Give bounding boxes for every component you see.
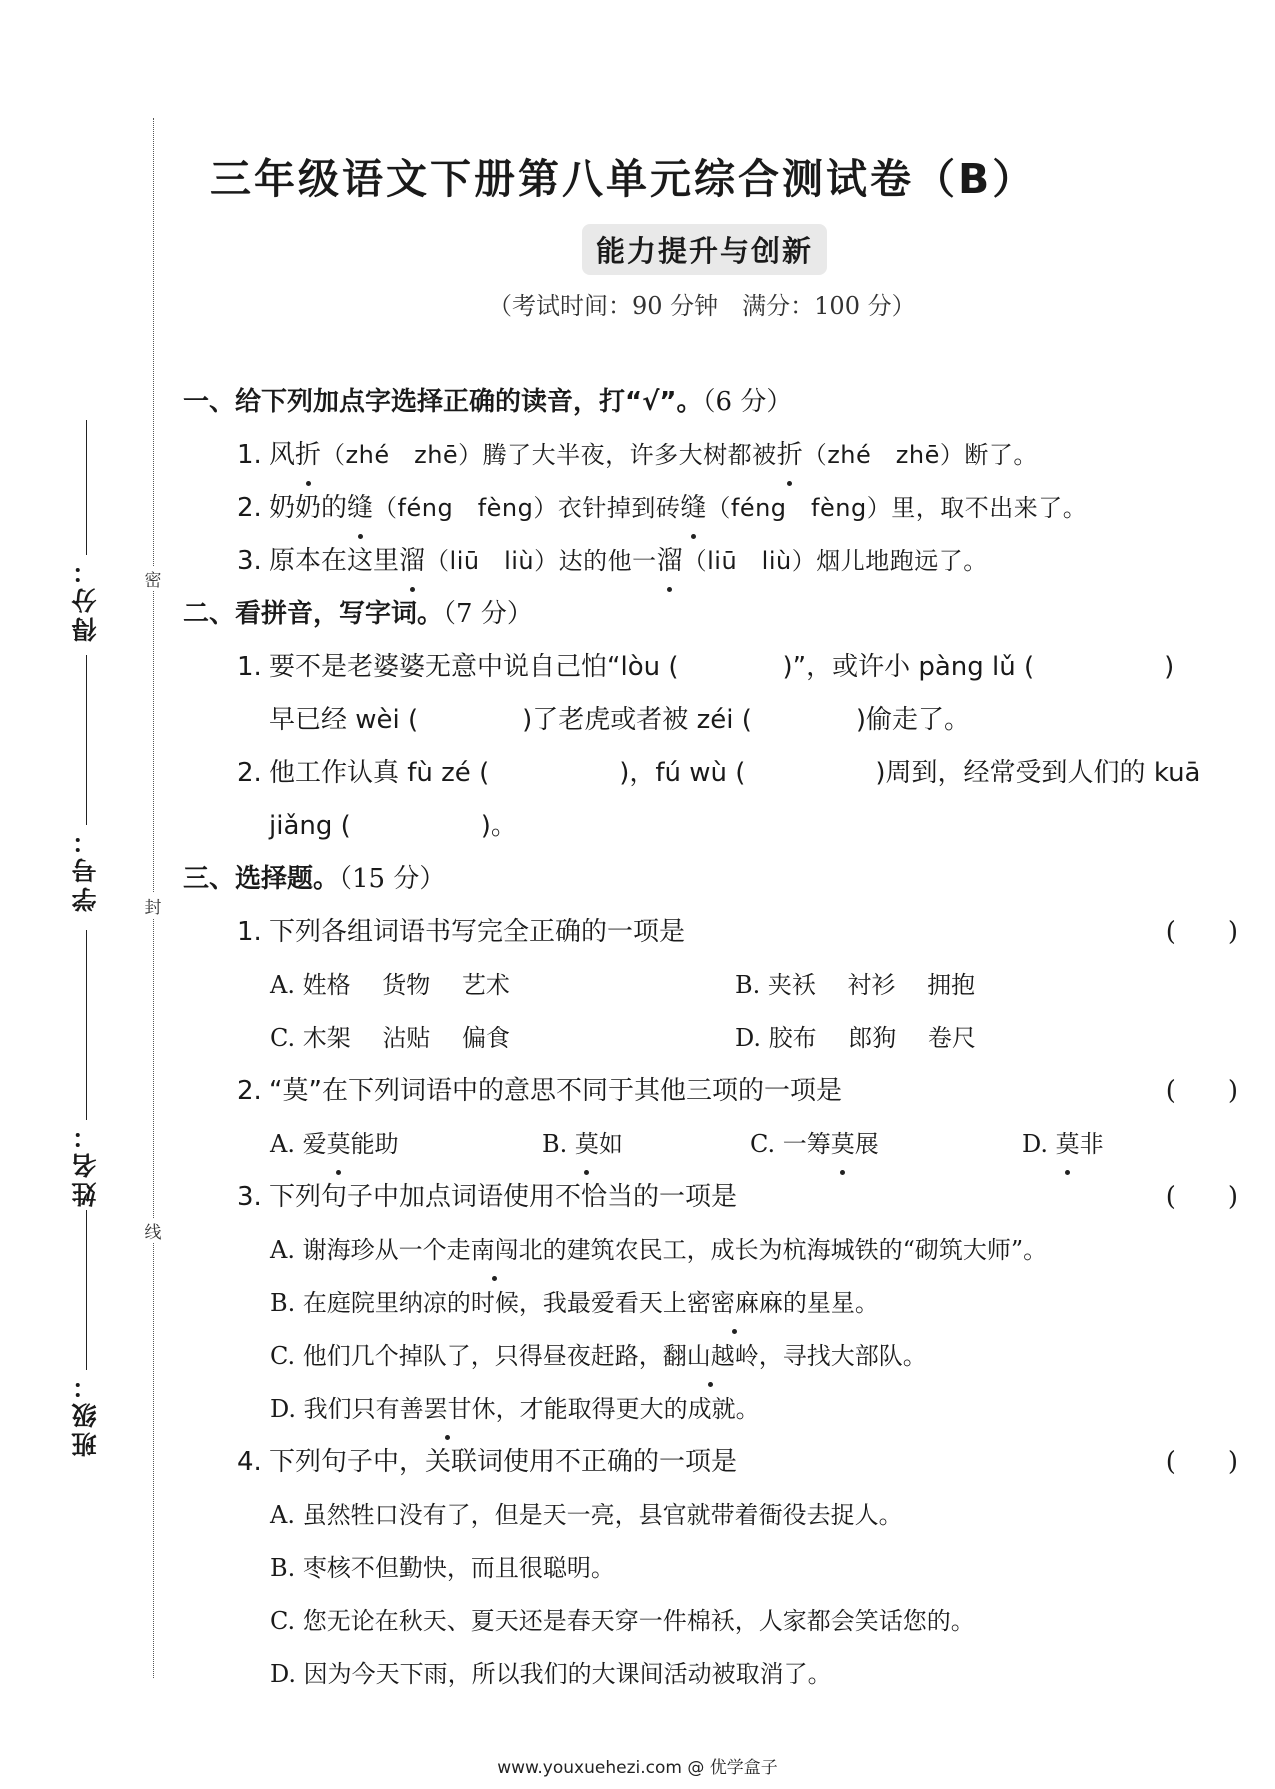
binding-word-feng: 封 [140,893,166,918]
option-c[interactable]: C. 他们几个掉队了，只得昼夜赶路，翻山越岭，寻找大部队。 [183,1330,1238,1383]
option-c[interactable]: C. 您无论在秋天、夏天还是春天穿一件棉袄，人家都会笑话您的。 [270,1607,975,1635]
choice-question-3: 3. 下列句子中加点词语使用不恰当的一项是 ( ) [183,1171,1238,1224]
section-3-heading: 三、选择题。（15 分） [183,864,446,894]
section-2-question-1-cont[interactable]: 早已经 wèi ( )了老虎或者被 zéi ( )偷走了。 [269,705,970,735]
score-field[interactable] [64,420,108,642]
option-a[interactable]: A. 姓格 货物 艺术 [270,971,510,999]
choice-question-1: 1. 下列各组词语书写完全正确的一项是 ( ) [183,906,1238,959]
option-a[interactable]: A. 谢海珍从一个走南闯北的建筑农民工，成长为杭海城铁的“砌筑大师”。 [183,1224,1238,1277]
choice-options-row [183,959,1238,1012]
section-1-item: 2. 奶奶的缝（féng fèng）衣针掉到砖缝（féng fèng）里，取不出来了。 [183,482,1238,535]
option-c[interactable]: C. 一筹莫展 [750,1118,1022,1171]
exam-info: （考试时间：90 分钟 满分：100 分） [488,292,916,320]
student-number-field[interactable] [64,655,108,912]
option-d[interactable]: D. 因为今天下雨，所以我们的大课间活动被取消了。 [270,1660,832,1688]
name-label: 姓名： [71,1120,100,1207]
choice-question-4: 4. 下列句子中，关联词使用不正确的一项是 ( ) [183,1436,1238,1489]
choice-options-row [183,1012,1238,1065]
score-label: 得分： [71,555,100,642]
answer-blank[interactable] [1166,1065,1238,1118]
name-field[interactable] [64,930,108,1207]
answer-blank[interactable] [1166,1171,1238,1224]
binding-word-mi: 密 [140,566,166,591]
section-2-heading: 二、看拼音，写字词。（7 分） [183,599,533,629]
section-2-question-1[interactable]: 1. 要不是老婆婆无意中说自己怕“lòu ( )”，或许小 pàng lǔ ( ) [237,652,1175,682]
option-b[interactable]: B. 莫如 [542,1118,750,1171]
class-field[interactable] [64,1210,108,1457]
student-number-label: 学号： [71,825,100,912]
page-title: 三年级语文下册第八单元综合测试卷（B） [210,155,1037,203]
subtitle-badge: 能力提升与创新 [582,224,827,275]
answer-blank[interactable] [1166,1436,1238,1489]
section-2-question-2-cont[interactable]: jiǎng ( )。 [269,811,517,841]
choice-question-2: 2. “莫”在下列词语中的意思不同于其他三项的一项是 ( ) [183,1065,1238,1118]
footer-watermark: www.youxuehezi.com @ 优学盒子 [497,1758,778,1778]
binding-word-xian: 线 [140,1218,166,1243]
answer-blank[interactable] [1166,906,1238,959]
option-b[interactable]: B. 夹袄 衬衫 拥抱 [735,971,976,999]
section-1-item: 1. 风折（zhé zhē）腾了大半夜，许多大树都被折（zhé zhē）断了。 [183,429,1238,482]
option-c[interactable]: C. 木架 沾贴 偏食 [270,1024,511,1052]
choice-options-row [183,1118,1238,1171]
option-b[interactable]: B. 枣核不但勤快，而且很聪明。 [270,1554,615,1582]
class-label: 班级： [71,1370,100,1457]
section-1-heading: 一、给下列加点字选择正确的读音，打“√”。（6 分） [183,387,793,417]
exam-content [183,376,1238,1701]
section-2-question-2[interactable]: 2. 他工作认真 fù zé ( )，fú wù ( )周到，经常受到人们的 kuā [237,758,1201,788]
option-a[interactable]: A. 虽然牲口没有了，但是天一亮，县官就带着衙役去捉人。 [270,1501,903,1529]
section-1-item: 3. 原本在这里溜（liū liù）达的他一溜（liū liù）烟儿地跑远了。 [183,535,1238,588]
option-d[interactable]: D. 胶布 郎狗 卷尺 [735,1024,976,1052]
option-d[interactable]: D. 莫非 [1022,1118,1104,1171]
option-a[interactable]: A. 爱莫能助 [270,1118,542,1171]
option-d[interactable]: D. 我们只有善罢甘休，才能取得更大的成就。 [183,1383,1238,1436]
option-b[interactable]: B. 在庭院里纳凉的时候，我最爱看天上密密麻麻的星星。 [183,1277,1238,1330]
